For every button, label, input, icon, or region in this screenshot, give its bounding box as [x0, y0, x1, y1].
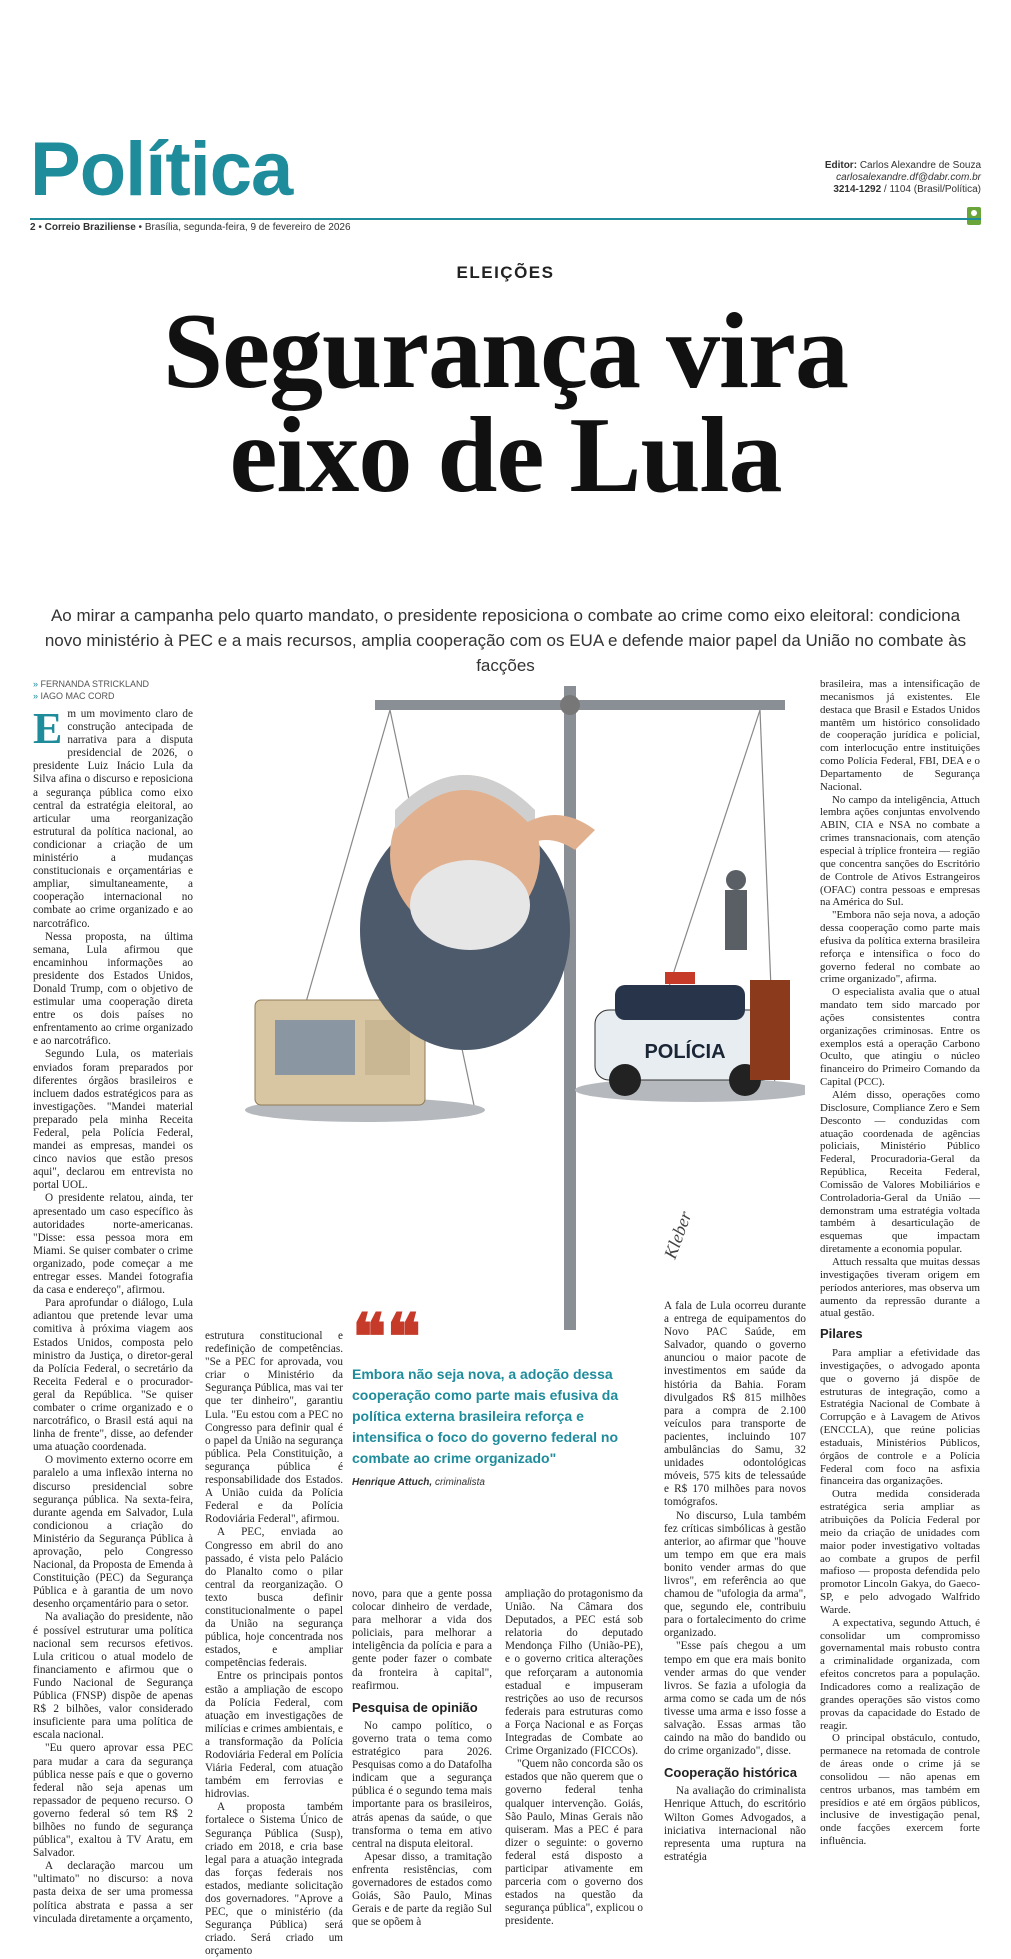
paragraph: novo, para que a gente possa colocar dinheiro de verdade, para melhorar a vida dos policiais, para melhorar a inteligência da polícia e para a gente poder fazer o combate da fronteira à capital", reafirmou.: [352, 1588, 492, 1692]
byline-2: » IAGO MAC CORD: [33, 691, 115, 701]
editor-phone-rest: / 1104 (Brasil/Política): [883, 184, 981, 195]
folio-paper: Correio Braziliense: [44, 222, 136, 233]
figure-beard: [410, 860, 530, 950]
column-1: [33, 704, 193, 1926]
paragraph: No campo da inteligência, Attuch lembra ações conjuntas envolvendo ABIN, CIA e NSA no combate a crimes transnacionais, com atenção especial à tríplice fronteira — região que concentra sanções do Escritório de Controle de Ativos Estrangeiros (OFAC) contra pessoas e empresas na América do Sul.: [820, 793, 980, 909]
headline-line-2: eixo de Lula: [229, 396, 782, 515]
editor-label: Editor:: [824, 160, 858, 171]
ballot-screen: [275, 1020, 355, 1075]
paragraph: Na avaliação do presidente, não é possível estruturar uma política nacional sem recursos efetivos. Lula criticou o atual modelo de financiamento e afirmou que o Fundo Nacional de Segurança Pública (FNSP) dispõe de apenas R$ 2 bilhões, valor considerado insuficiente para uma política de escala nacional.: [33, 1611, 193, 1742]
paragraph: Entre os principais pontos estão a ampliação de escopo da Polícia Federal, com atuação em investigações de milícias e crimes ambientais, e a transformação da Polícia Rodoviária Federal em Polícia Viária Federal, com atuação também em ferrovias e hidrovias.: [205, 1670, 343, 1801]
pull-quote-author: Henrique Attuch, criminalista: [352, 1477, 485, 1488]
police-label: POLÍCIA: [644, 1041, 726, 1063]
subhead-pilares: Pilares: [820, 1326, 863, 1342]
editor-email[interactable]: carlosalexandre.df@dabr.com.br: [836, 172, 981, 183]
column-4: [505, 1588, 643, 1928]
dropcap: E: [33, 704, 63, 753]
paragraph: "Quem não concorda são os estados que não querem que o governo federal tenha qualquer intervenção. Goiás, São Paulo, Minas Gerais não quiseram. Mas a PEC é para dizer o seguinte: o governo federal está disposto a participar ativamente em parceria com o governo dos estados na questão da segurança pública", explicou o presidente.: [505, 1758, 643, 1928]
cartoon-signature: Kleber: [659, 1208, 696, 1262]
paragraph: Apesar disso, a tramitação enfrenta resistências, com governadores de estados como Goiás, São Paulo, Minas Gerais e de parte da região Sul que se opõem à: [352, 1850, 492, 1929]
paragraph: "Esse país chegou a um tempo em que era mais bonito vender armas do que vender livros. Se fazia a ufologia da arma como se cada um de nós tivesse uma arma e isso fosse a salvação. Essas armas tão caindo na mão do bandido ou do crime organizado", disse.: [664, 1640, 806, 1758]
column-5: [664, 1300, 806, 1864]
paragraph: Além disso, operações como Disclosure, Compliance Zero e Sem Desconto — conduzidas com atuação coordenada de agências policiais, Ministério Público Federal, Procuradoria-Geral da República, Receita Federal, Comissão de Valores Mobiliários e Controladoria-Geral da União — demonstram uma estratégia voltada também à desarticulação de esquemas que impactam diretamente a economia popular.: [820, 1089, 980, 1256]
paragraph: A fala de Lula ocorreu durante a entrega de equipamentos do Novo PAC Saúde, em Salvador, quando o governo anunciou o maior pacote de investimentos em saúde da história da Bahia. Foram divulgados R$ 815 milhões para a compra de 2.100 veículos para transporte de pacientes, incluindo 107 ambulâncias do Samu, 32 unidades odontológicas móveis, 575 kits de telessaúde e R$ 170 milhões para novos tomógrafos.: [664, 1300, 806, 1509]
paragraph: No campo político, o governo trata o tema como estratégico para 2026. Pesquisas como a do Datafolha indicam que a segurança pública é o segundo tema mais importante para os brasileiros, atrás apenas da saúde, o que transforma o tema em ativo central na disputa eleitoral.: [352, 1719, 492, 1850]
header-rule: [30, 218, 981, 220]
article-deck: Ao mirar a campanha pelo quarto mandato, o presidente reposiciona o combate ao crime como eixo eleitoral: condiciona novo ministério à PEC e a mais recursos, amplia cooperação com os EUA e defende maior papel da União no combate às facções: [44, 606, 967, 675]
paragraph: Para ampliar a efetividade das investigações, o advogado aponta que o governo já dispõe de estruturas de integração, como a Estratégia Nacional de Combate à Corrupção e à Lavagem de Ativos (ENCCLA), que reúne policias estaduais, Ministérios Públicos, órgãos de controle e a Polícia Federal com foco na asfixia financeira das organizações.: [820, 1347, 980, 1488]
column-6: [820, 678, 980, 1848]
paragraph: A expectativa, segundo Attuch, é consolidar um compromisso governamental mais robusto contra a criminalidade organizada, com efeitos concretos para a população. Indicadores como a realização de grandes operações são vistos como provas da capacidade do Estado de reagir.: [820, 1616, 980, 1732]
paragraph: Nessa proposta, na última semana, Lula afirmou que encaminhou informações ao presidente dos Estados Unidos, Donald Trump, com o objetivo de estimular uma cooperação direta entre os dois países no enfrentamento ao crime organizado e ao narcotráfico.: [33, 930, 193, 1048]
article-kicker: ELEIÇÕES: [456, 263, 555, 282]
paragraph: brasileira, mas a intensificação de mecanismos já existentes. Ele destaca que Brasil e Estados Unidos mantêm um histórico consolidado de cooperação jurídica e policial, com interlocução entre instituições como Polícia Federal, FBI, DEA e o Departamento de Segurança Nacional.: [820, 678, 980, 793]
paragraph: A PEC, enviada ao Congresso em abril do ano passado, é vista pelo Palácio do Planalto como o pilar central da reorganização. O texto busca definir constitucionalmente o papel da União na segurança pública, hoje concentrada nos estados, e ampliar competências federais.: [205, 1526, 343, 1670]
paragraph: O presidente relatou, ainda, ter apresentado um caso específico às autoridades norte-americanas. "Disse: essa pessoa mora em Miami. Se quiser combater o crime organizado, pode começar a me entregar esses. Mandei fotografia da casa e endereço", afirmou.: [33, 1192, 193, 1297]
column-2: [205, 1330, 343, 1959]
quote-mark-icon: ❝❝: [352, 1302, 421, 1373]
headline-line-1: Segurança vira: [163, 292, 848, 411]
paragraph: "Eu quero aprovar essa PEC para mudar a cara da segurança pública nesse país e que o governo federal não seja apenas um repassador de pequeno recurso. O governo federal só tem R$ 2 bilhões no fundo de segurança pública", exaltou à TV Aratu, em Salvador.: [33, 1742, 193, 1860]
paragraph: O especialista avalia que o atual mandato tem sido marcado por ações consistentes contra organizações criminosas. Entre os exemplos está a operação Carbono Oculto, que atingiu o núcleo financeiro do Primeiro Comando da Capital (PCC).: [820, 986, 980, 1089]
paragraph: estrutura constitucional e redefinição de competências. "Se a PEC for aprovada, vou criar o Ministério da Segurança Pública, mas vai ter que ter dinheiro", garantiu Lula. "Eu estou com a PEC no Congresso para definir qual é o papel da União na segurança pública. Pela Constituição, a segurança pública é responsabilidade dos Estados. A União cuida da Polícia Federal e da Polícia Rodoviária Federal", afirmou.: [205, 1330, 343, 1526]
subhead-cooperacao: Cooperação histórica: [664, 1765, 797, 1781]
gavel-block: [750, 980, 790, 1080]
pull-quote: [352, 1302, 652, 1488]
editor-name: Carlos Alexandre de Souza: [859, 160, 981, 171]
paragraph: Para aprofundar o diálogo, Lula adiantou que pretende levar uma comitiva à próxima viagem aos Estados Unidos, composta pelo ministro da Justiça, o diretor-geral da Polícia Federal, o secretário da Receita Federal e o procurador-geral da República. "Se quiser combater o crime organizado e o narcotráfico, o Brasil está aqui na linha de frente", disse, ao defender uma atuação coordenada.: [33, 1297, 193, 1454]
paragraph: Attuch ressalta que muitas dessas investigações tiveram origem em períodos anteriores, mas observa um aumento da repressão durante a atual gestão.: [820, 1255, 980, 1320]
column-3: [352, 1588, 492, 1929]
folio-date: Brasília, segunda-feira, 9 de fevereiro de 2026: [144, 222, 351, 233]
editor-phone: 3214-1292: [833, 184, 882, 195]
editor-person-icon: [967, 207, 981, 225]
police-siren: [665, 972, 695, 984]
paragraph: Segundo Lula, os materiais enviados foram preparados por diferentes órgãos brasileiros e incluem dados estratégicos para as investigações. "Mandei material preparado pela minha Receita Federal, pela Polícia Federal, mandei as empresas, mandei os cinco navios que estão presos aqui", declarou em entrevista no portal UOL.: [33, 1048, 193, 1192]
folio: 2 • Correio Braziliense • Brasília, segunda-feira, 9 de fevereiro de 2026: [30, 222, 351, 233]
byline-1: » FERNANDA STRICKLAND: [33, 679, 149, 689]
editorial-cartoon: [215, 680, 805, 1330]
section-title: Política: [30, 127, 293, 212]
paragraph: O principal obstáculo, contudo, permanece na retomada de controle de áreas onde o crime já se consolidou — não apenas em centros urbanos, mas também em presídios e até em órgãos públicos, inclusive de investigação penal, onde facções exercem forte influência.: [820, 1732, 980, 1848]
paragraph: O movimento externo ocorre em paralelo a uma inflexão interna no discurso presidencial sobre segurança pública. Na sexta-feira, durante agenda em Salvador, Lula condicionou a criação do Ministério da Segurança Pública à aprovação, pelo Congresso Nacional, da Proposta de Emenda à Constituição (PEC) da Segurança Pública e à garantia de um novo desenho orçamentário para o setor.: [33, 1454, 193, 1611]
pull-quote-text: Embora não seja nova, a adoção dessa cooperação como parte mais efusiva da política externa brasileira reforça e intensifica o foco do governo federal no combate ao crime organizado": [352, 1366, 619, 1466]
article-headline: [0, 292, 1011, 515]
scale-pivot: [560, 695, 580, 715]
paragraph: Na avaliação do criminalista Henrique Attuch, do escritório Wilton Gomes Advogados, a iniciativa internacional não representa uma ruptura na estratégia: [664, 1785, 806, 1863]
paragraph: m um movimento claro de construção antecipada de narrativa para a disputa presidencial de 2026, o presidente Luiz Inácio Lula da Silva afina o discurso e reposiciona a segurança pública como eixo central da estratégia eleitoral, ao articular uma reorganização estrutural da política nacional, ao condicionar a criação de um ministério a mudanças constitucionais e orçamentárias e ampliar, simultaneamente, a cooperação internacional no combate ao crime organizado e ao narcotráfico.: [33, 708, 193, 930]
folio-page: 2: [30, 222, 36, 233]
paragraph: A proposta também fortalece o Sistema Único de Segurança Pública (Susp), criado em 2018, e cria base legal para a atuação integrada das forças federais nos estados, mediante solicitação dos governadores. "Aprove a PEC, que o ministério (da Segurança Pública) será criado. Será criado um orçamento: [205, 1801, 343, 1958]
paragraph: ampliação do protagonismo da União. Na Câmara dos Deputados, a PEC está sob relatoria do deputado Mendonça Filho (União-PE), e o governo critica alterações que reforçaram a autonomia estadual e impuseram restrições ao uso de recursos federais para estruturas como a Força Nacional e as Forças Integradas de Combate ao Crime Organizado (FICCOs).: [505, 1588, 643, 1758]
paragraph: A declaração marcou um "ultimato" no discurso: a nova pasta deixa de ser uma promessa política abstrata e passa a ser vinculada diretamente a orçamento,: [33, 1860, 193, 1925]
paragraph: Outra medida considerada estratégica seria ampliar as atribuições da Polícia Federal por meio da criação de unidades com maior poder investigativo voltadas ao combate a grupos de perfil mafioso — proposta defendida pelo promotor Lincoln Gakya, do Gaeco-SP, e pelo advogado Walfrido Warde.: [820, 1488, 980, 1616]
subhead-pesquisa: Pesquisa de opinião: [352, 1699, 478, 1715]
paragraph: No discurso, Lula também fez críticas simbólicas à gestão anterior, ao afirmar que "houve um tempo em que era mais bonito vender armas do que livros", em referência ao que chamou de "ufologia da arma", que, segundo ele, contribuiu para o fortalecimento do crime organizado.: [664, 1509, 806, 1640]
editor-info: [825, 160, 981, 196]
paragraph: "Embora não seja nova, a adoção dessa cooperação como parte mais efusiva da política externa brasileira reforça e intensifica o foco do governo federal no combate ao crime organizado", afirma.: [820, 909, 980, 986]
